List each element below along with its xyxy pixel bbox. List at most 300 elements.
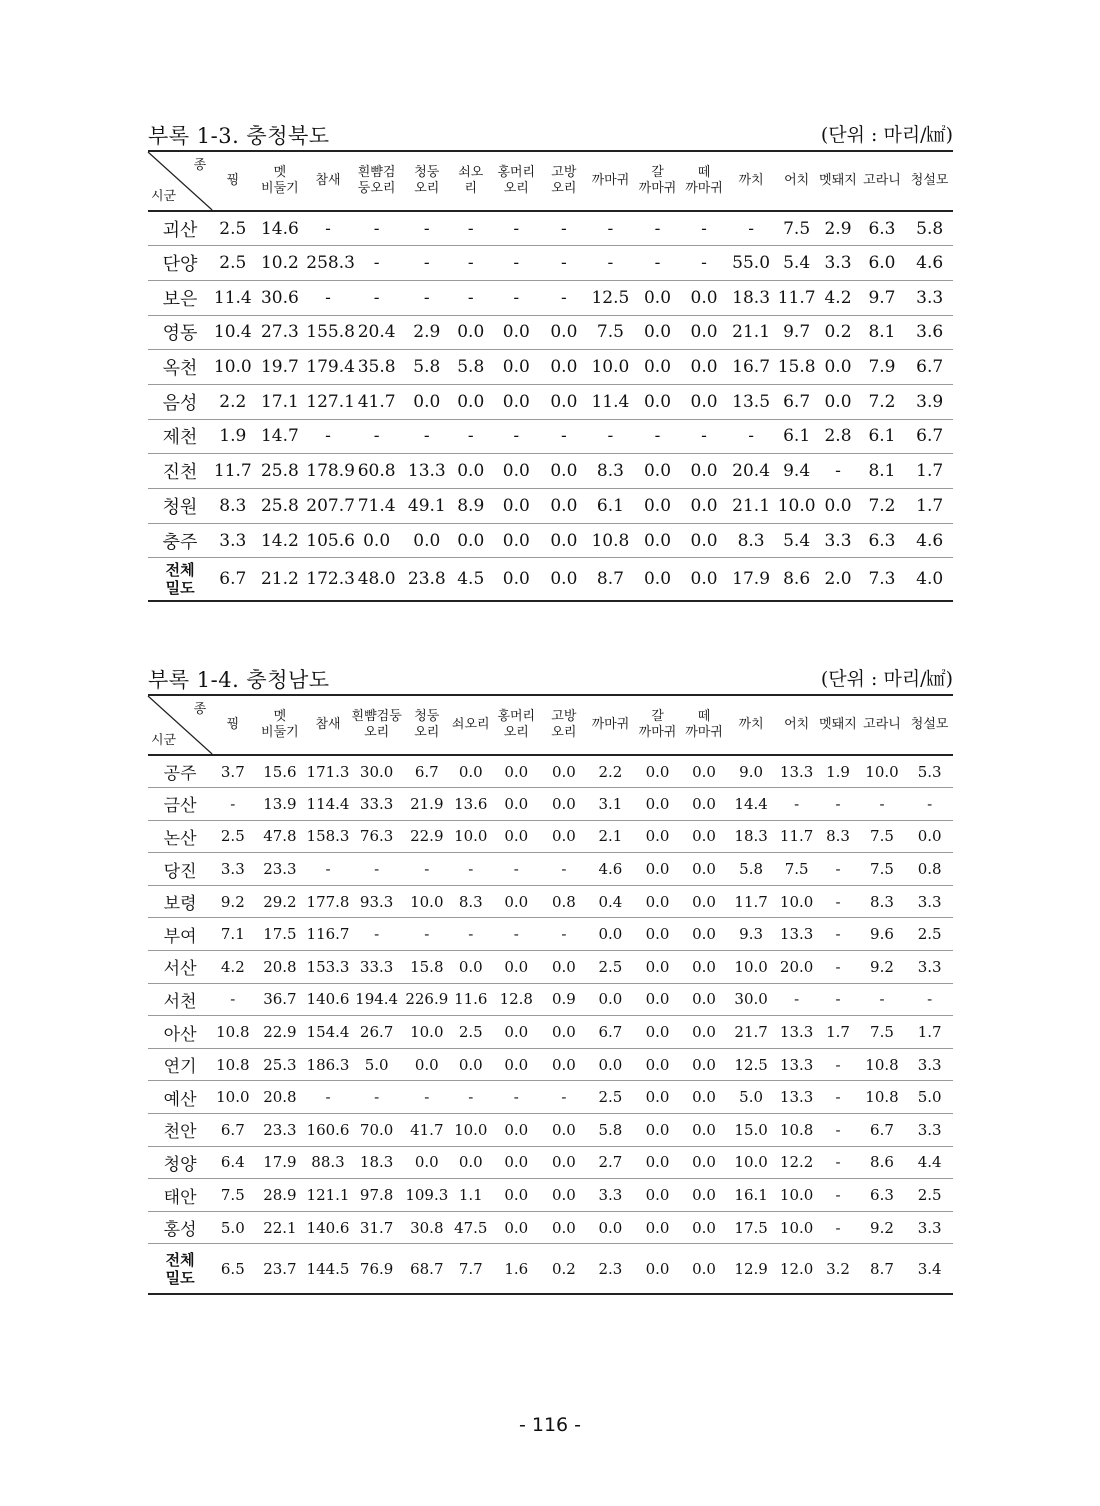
total-density-value: 48.0 <box>350 558 404 601</box>
density-value: 0.0 <box>491 1179 541 1212</box>
species-header <box>254 695 307 755</box>
density-value: 2.2 <box>212 384 253 419</box>
density-value: 0.0 <box>491 788 541 821</box>
density-value: 13.9 <box>254 788 307 821</box>
total-density-value: 0.0 <box>681 1244 728 1294</box>
density-value: 0.0 <box>491 315 541 350</box>
density-value: 7.5 <box>775 853 818 886</box>
density-value: 36.7 <box>254 983 307 1016</box>
density-value: 12.8 <box>491 983 541 1016</box>
density-value: 226.9 <box>404 983 451 1016</box>
total-density-value: 7.3 <box>858 558 907 601</box>
species-header-line: 오리 <box>414 725 440 740</box>
density-value: 2.5 <box>906 918 953 951</box>
density-value: 2.9 <box>404 315 451 350</box>
species-header <box>404 151 451 211</box>
density-value: 4.2 <box>212 951 253 984</box>
corner-cell <box>148 151 212 211</box>
species-header-line: 까치 <box>738 173 764 188</box>
total-label-line: 밀도 <box>165 579 195 598</box>
density-value: 6.7 <box>414 762 439 781</box>
density-value: 2.5 <box>212 820 253 853</box>
density-value: 9.0 <box>739 762 764 781</box>
density-value: 0.0 <box>681 1016 728 1049</box>
species-header <box>212 151 253 211</box>
density-value: - <box>212 983 253 1016</box>
density-value: 0.0 <box>681 820 728 853</box>
density-value: - <box>818 1114 857 1147</box>
density-value: 5.8 <box>727 853 775 886</box>
density-value: 0.0 <box>350 523 404 558</box>
density-value: - <box>350 246 404 281</box>
density-value: 140.6 <box>306 983 349 1016</box>
density-value: - <box>212 788 253 821</box>
density-value: 4.6 <box>906 523 953 558</box>
region-name: 부여 <box>148 918 212 951</box>
density-value: 11.7 <box>775 820 818 853</box>
density-value: 9.4 <box>775 454 818 489</box>
density-value: 93.3 <box>350 885 404 918</box>
density-value: 1.1 <box>450 1179 491 1212</box>
density-value: - <box>906 983 953 1016</box>
species-header-line: 오리 <box>503 181 529 196</box>
density-value: 1.9 <box>826 762 850 781</box>
density-value: 0.0 <box>634 820 681 853</box>
density-value: 1.7 <box>906 454 953 489</box>
species-header <box>491 151 541 211</box>
total-density-value: 23.8 <box>404 558 451 601</box>
species-header <box>818 151 857 211</box>
density-value: - <box>450 280 491 315</box>
density-value: 153.3 <box>306 951 349 984</box>
density-value: - <box>818 918 857 951</box>
density-value: 14.2 <box>254 523 307 558</box>
species-header <box>775 151 818 211</box>
total-label-line: 밀도 <box>165 1268 195 1287</box>
species-header-line: 비둘기 <box>261 725 299 740</box>
density-value: - <box>701 218 707 239</box>
density-value: 9.7 <box>858 280 907 315</box>
total-density-value: 4.0 <box>906 558 953 601</box>
density-value: 0.0 <box>634 523 681 558</box>
density-value: 105.6 <box>306 523 349 558</box>
density-value: 3.3 <box>906 1114 953 1147</box>
table-section-chungnam <box>148 664 953 1295</box>
species-header-line: 고라니 <box>863 717 901 732</box>
density-value: 16.1 <box>727 1179 775 1212</box>
header-row <box>148 151 953 211</box>
density-value: 2.2 <box>598 762 623 781</box>
total-density-value: 68.7 <box>404 1244 451 1294</box>
density-value: 0.0 <box>634 951 681 984</box>
total-density-value: 7.7 <box>450 1244 491 1294</box>
density-value: 2.8 <box>818 419 857 454</box>
species-header <box>858 695 907 755</box>
density-value: 71.4 <box>350 489 404 524</box>
density-value: 10.8 <box>212 1016 253 1049</box>
density-value: 20.4 <box>727 454 775 489</box>
table-row <box>148 1048 953 1081</box>
density-value: - <box>350 853 404 886</box>
density-value: 0.0 <box>692 762 716 781</box>
density-value: 5.0 <box>727 1081 775 1114</box>
total-density-label <box>148 1244 212 1294</box>
density-value: 11.4 <box>212 280 253 315</box>
density-value: 6.3 <box>868 218 896 239</box>
density-value: 186.3 <box>306 1048 349 1081</box>
density-value: 10.0 <box>865 762 899 781</box>
density-value: 9.2 <box>212 885 253 918</box>
species-header-line: 까치 <box>738 717 764 732</box>
total-density-value: 23.7 <box>254 1244 307 1294</box>
density-value: 0.0 <box>681 853 728 886</box>
density-value: 0.0 <box>634 280 681 315</box>
density-value: 6.1 <box>775 419 818 454</box>
density-value: - <box>818 1146 857 1179</box>
density-value: 0.0 <box>491 1114 541 1147</box>
density-value: 0.0 <box>681 918 728 951</box>
species-header <box>541 151 587 211</box>
density-value: - <box>467 218 474 239</box>
density-value: 41.7 <box>404 1114 451 1147</box>
density-value: - <box>727 419 775 454</box>
density-value: 160.6 <box>306 1114 349 1147</box>
density-value: 10.8 <box>212 1048 253 1081</box>
density-value: 11.7 <box>727 885 775 918</box>
density-value: 3.3 <box>906 1048 953 1081</box>
density-value: 9.3 <box>727 918 775 951</box>
species-header-line: 오리 <box>503 725 529 740</box>
table-row <box>148 384 953 419</box>
species-header <box>306 151 349 211</box>
table-row <box>148 1114 953 1147</box>
total-density-value: 0.0 <box>634 558 681 601</box>
density-value: 109.3 <box>404 1179 451 1212</box>
density-value: 114.4 <box>306 788 349 821</box>
density-value: 20.0 <box>775 951 818 984</box>
species-header <box>727 151 775 211</box>
density-value: 10.4 <box>212 315 253 350</box>
density-value: 5.8 <box>404 350 451 385</box>
density-value: 2.1 <box>587 820 635 853</box>
density-value: 0.8 <box>906 853 953 886</box>
species-header <box>775 695 818 755</box>
density-value: 0.0 <box>681 350 728 385</box>
density-value: 0.0 <box>491 523 541 558</box>
density-value: 2.9 <box>824 218 852 239</box>
density-value: - <box>818 1211 857 1244</box>
density-value: 3.7 <box>220 762 245 781</box>
density-value: 6.7 <box>858 1114 907 1147</box>
density-value: 207.7 <box>306 489 349 524</box>
density-value: 3.3 <box>906 951 953 984</box>
density-value: 0.0 <box>681 951 728 984</box>
total-density-value: 0.0 <box>491 558 541 601</box>
species-header <box>818 695 857 755</box>
table-body <box>148 755 953 1294</box>
density-value: - <box>450 246 491 281</box>
density-value: 0.0 <box>541 820 587 853</box>
density-value: 10.0 <box>587 350 635 385</box>
density-value: 6.7 <box>775 384 818 419</box>
density-value: 0.0 <box>551 762 576 781</box>
density-value: 4.6 <box>587 853 635 886</box>
species-header-line: 오리 <box>551 725 577 740</box>
density-value: 0.0 <box>491 1048 541 1081</box>
table-row <box>148 755 953 788</box>
density-value: 0.0 <box>645 762 670 781</box>
density-value: 15.6 <box>263 762 297 781</box>
region-name: 보령 <box>148 885 212 918</box>
density-value: 9.2 <box>858 1211 907 1244</box>
density-value: 20.8 <box>254 1081 307 1114</box>
species-header-line: 멧 <box>273 709 287 724</box>
density-value: 0.0 <box>681 983 728 1016</box>
density-value: 0.0 <box>634 885 681 918</box>
density-value: 194.4 <box>350 983 404 1016</box>
region-name: 홍성 <box>148 1211 212 1244</box>
region-name: 아산 <box>148 1016 212 1049</box>
density-value: 9.7 <box>775 315 818 350</box>
density-value: 0.0 <box>450 384 491 419</box>
total-density-value: 3.2 <box>818 1244 857 1294</box>
density-value: 30.0 <box>727 983 775 1016</box>
species-header-line: 쇠오 <box>458 165 484 180</box>
density-value: 23.3 <box>254 853 307 886</box>
region-name: 영동 <box>148 315 212 350</box>
species-header-line: 쇠오리 <box>451 717 490 732</box>
table-header <box>148 151 953 211</box>
density-value: 0.0 <box>681 523 728 558</box>
density-value: 21.9 <box>404 788 451 821</box>
species-header-line: 떼 <box>697 165 711 180</box>
density-value: 179.4 <box>306 350 349 385</box>
region-name: 옥천 <box>148 350 212 385</box>
density-value: 0.0 <box>634 853 681 886</box>
total-density-value: 172.3 <box>306 558 349 601</box>
density-value: 5.4 <box>775 246 818 281</box>
density-value: 0.0 <box>681 315 728 350</box>
density-value: 60.8 <box>350 454 404 489</box>
region-name: 공주 <box>163 764 197 785</box>
table-row <box>148 246 953 281</box>
density-value: - <box>306 280 349 315</box>
density-value: - <box>681 419 728 454</box>
density-value: 258.3 <box>306 246 349 281</box>
density-value: 0.0 <box>491 820 541 853</box>
species-header-line: 청설모 <box>910 717 949 732</box>
density-value: 0.0 <box>681 788 728 821</box>
density-value: - <box>491 280 541 315</box>
total-row <box>148 1244 953 1294</box>
density-value: 2.5 <box>587 1081 635 1114</box>
density-value: 0.0 <box>541 788 587 821</box>
density-value: 6.7 <box>587 1016 635 1049</box>
density-value: 0.0 <box>541 523 587 558</box>
species-header-line: 고방 <box>551 165 577 180</box>
total-density-value: 17.9 <box>727 558 775 601</box>
density-value: 158.3 <box>306 820 349 853</box>
density-value: 0.0 <box>634 1081 681 1114</box>
species-header <box>541 695 587 755</box>
density-value: 12.2 <box>775 1146 818 1179</box>
total-density-value: 2.0 <box>818 558 857 601</box>
density-value: 0.0 <box>681 384 728 419</box>
species-header <box>587 695 635 755</box>
density-value: - <box>325 218 331 239</box>
density-value: 0.0 <box>587 918 635 951</box>
density-value: 0.0 <box>587 983 635 1016</box>
density-value: 18.3 <box>350 1146 404 1179</box>
species-header-line: 까마귀 <box>638 181 677 196</box>
density-value: 70.0 <box>350 1114 404 1147</box>
density-value: 10.0 <box>212 1081 253 1114</box>
density-value: 116.7 <box>306 918 349 951</box>
density-value: 3.1 <box>587 788 635 821</box>
species-header <box>634 695 681 755</box>
density-value: 21.1 <box>727 315 775 350</box>
density-value: 17.1 <box>254 384 307 419</box>
density-value: 10.0 <box>775 489 818 524</box>
density-value: 25.8 <box>254 454 307 489</box>
table-row <box>148 1179 953 1212</box>
density-value: 0.0 <box>681 1211 728 1244</box>
density-value: 30.8 <box>404 1211 451 1244</box>
density-value: - <box>491 853 541 886</box>
density-value: 3.3 <box>818 246 857 281</box>
density-value: 10.0 <box>775 885 818 918</box>
density-value: 0.0 <box>681 1114 728 1147</box>
density-value: 10.0 <box>727 1146 775 1179</box>
density-value: 7.5 <box>858 820 907 853</box>
density-value: 18.3 <box>727 280 775 315</box>
density-value: - <box>818 1048 857 1081</box>
density-value: 25.8 <box>254 489 307 524</box>
density-value: 5.8 <box>916 218 944 239</box>
density-value: - <box>541 1081 587 1114</box>
region-name: 진천 <box>148 454 212 489</box>
density-value: 6.7 <box>906 419 953 454</box>
density-value: - <box>350 918 404 951</box>
density-value: 10.0 <box>775 1179 818 1212</box>
species-header-line: 청둥 <box>414 709 440 724</box>
page-number: - 116 - <box>518 1414 582 1436</box>
density-value: 0.0 <box>541 1048 587 1081</box>
density-value: 10.0 <box>404 1016 451 1049</box>
density-value: - <box>775 983 818 1016</box>
density-value: 0.0 <box>404 1146 451 1179</box>
density-value: 19.7 <box>254 350 307 385</box>
density-value: 4.6 <box>906 246 953 281</box>
density-value: 0.0 <box>450 1048 491 1081</box>
density-value: - <box>748 218 754 239</box>
density-value: 7.5 <box>858 1016 907 1049</box>
density-value: 0.0 <box>681 1179 728 1212</box>
density-value: 13.6 <box>450 788 491 821</box>
region-name: 충주 <box>148 523 212 558</box>
density-value: - <box>818 951 857 984</box>
table-section-chungbuk <box>148 120 953 602</box>
species-header-line: 갈 <box>651 709 664 724</box>
density-value: 35.8 <box>350 350 404 385</box>
density-value: 0.0 <box>634 983 681 1016</box>
species-header-line: 꿩 <box>226 173 240 188</box>
density-value: 21.1 <box>727 489 775 524</box>
density-value: 0.4 <box>587 885 635 918</box>
density-value: - <box>634 246 681 281</box>
density-value: 0.0 <box>541 315 587 350</box>
species-header <box>727 695 775 755</box>
density-value: 0.0 <box>541 1179 587 1212</box>
corner-species-label: 종 <box>193 158 207 173</box>
density-value: 0.0 <box>450 454 491 489</box>
species-header <box>906 695 953 755</box>
density-value: 6.3 <box>858 523 907 558</box>
species-header-line: 오리 <box>414 181 440 196</box>
density-value: 55.0 <box>727 246 775 281</box>
total-density-value: 12.9 <box>727 1244 775 1294</box>
density-value: 6.4 <box>212 1146 253 1179</box>
density-value: 6.3 <box>858 1179 907 1212</box>
density-value: 13.3 <box>775 1016 818 1049</box>
species-header-line: 떼 <box>697 709 711 724</box>
density-value: 13.3 <box>775 1081 818 1114</box>
density-value: 0.0 <box>634 788 681 821</box>
density-value: 7.1 <box>212 918 253 951</box>
density-value: 1.7 <box>818 1016 857 1049</box>
density-value: - <box>306 1081 349 1114</box>
region-name: 천안 <box>148 1114 212 1147</box>
density-value: 6.7 <box>212 1114 253 1147</box>
density-value: 0.0 <box>541 951 587 984</box>
density-value: 0.0 <box>541 489 587 524</box>
density-value: - <box>306 853 349 886</box>
density-value: 30.0 <box>359 762 394 781</box>
header-row <box>148 695 953 755</box>
density-value: 26.7 <box>350 1016 404 1049</box>
species-header-line: 오리 <box>364 725 390 740</box>
species-header-line: 까마귀 <box>685 181 723 196</box>
density-value: 8.1 <box>858 315 907 350</box>
density-value: 0.0 <box>587 1048 635 1081</box>
density-value: - <box>450 853 491 886</box>
density-value: 0.0 <box>491 384 541 419</box>
total-density-value: 0.0 <box>681 558 728 601</box>
species-header-line: 고방 <box>551 709 577 724</box>
density-value: - <box>491 918 541 951</box>
density-value: 5.4 <box>775 523 818 558</box>
density-value: 5.0 <box>212 1211 253 1244</box>
density-value: 0.0 <box>818 384 857 419</box>
density-value: 178.9 <box>306 454 349 489</box>
density-value: - <box>404 419 451 454</box>
table-row <box>148 315 953 350</box>
region-name: 청양 <box>148 1146 212 1179</box>
density-value: 0.0 <box>634 1114 681 1147</box>
density-value: 0.0 <box>634 384 681 419</box>
species-header-line: 어치 <box>784 173 810 188</box>
species-header <box>681 695 728 755</box>
table-row <box>148 1081 953 1114</box>
density-value: 0.0 <box>634 489 681 524</box>
density-value: 14.7 <box>254 419 307 454</box>
density-value: 3.9 <box>906 384 953 419</box>
density-value: 10.0 <box>727 951 775 984</box>
species-header <box>212 695 253 755</box>
density-value: 10.0 <box>775 1211 818 1244</box>
table-unit: (단위 : 마리/㎢) <box>820 668 953 690</box>
density-value: 0.0 <box>634 1211 681 1244</box>
